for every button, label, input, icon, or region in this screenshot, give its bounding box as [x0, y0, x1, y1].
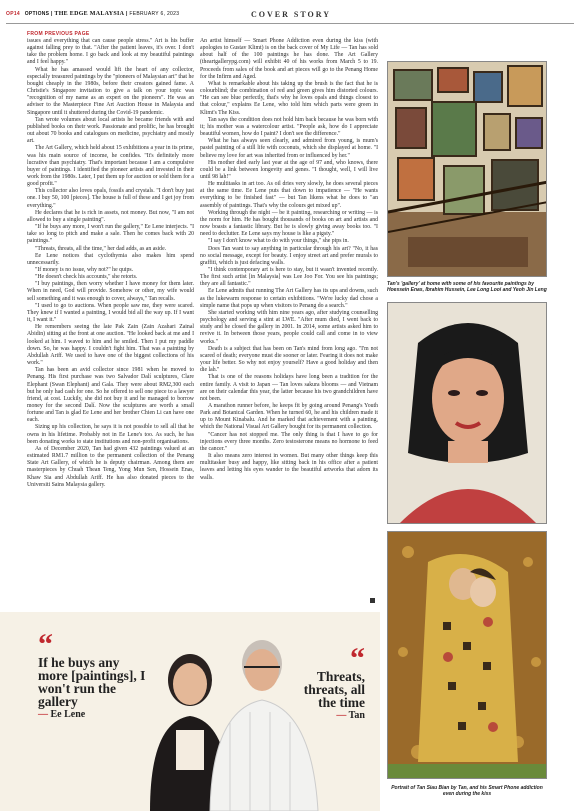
article-paragraph: That is one of the reasons holidays have long been a tradition for the entire family. A visit to Japan — Tan loves sakura blooms — and Vietnam are on their calendar this year, the latter because his two grandchildren have not been. — [200, 374, 378, 402]
article-paragraph: The Art Gallery, which held about 15 exhibitions a year in its prime, was his main source of income, he confides. "It's definitely more lucrative than psychiatry. That's important because I am a compulsive buyer of paintings. I identified the pioneer artists and invested in their work from the 1980s. Later, I put them up for auction or sold them for a good profit." — [27, 145, 194, 188]
section-prefix: OPTIONS — [24, 11, 50, 17]
kiss-painting-photo — [387, 531, 547, 779]
article-paragraph: Does Tan want to say anything in particular through his art? "No, it has no social message, except for beauty. I enjoy street art and prefer murals to graffiti, which is just defacing walls. — [200, 245, 378, 266]
article-paragraph: issues and everything that can cause people stress." Art is his buffer against falling prey to that. "After the patient leaves, it's over. I don't take the problem home. I go back and look at my beautiful paintings and I feel happy." — [27, 38, 194, 66]
article-paragraph: An artist himself — Smart Phone Addiction even during the kiss (with apologies to Gustav Klimt) is on the back cover of My Life — Tan has sold about half of the 100 paintings he has done. The Art Gallery (theartgallerypg.com) will exhibit 40 of his works from March 5 to 19. Proceeds from sales of the book and art pieces will go to the Penang Home for the Infirm and Aged. — [200, 38, 378, 80]
article-paragraph: It also means zero interest in women. But many other things keep this multitasker busy and happy, like sitting back in his office after a patient leaves and letting his eyes wander to the beautiful artworks that adorn its walls. — [200, 453, 378, 481]
article-paragraph: "If he buys any more, I won't run the gallery," Ee Lene interjects. "I take so long to pitch and make a sale. Then he comes back with 20 paintings." — [27, 224, 194, 245]
article-paragraph: He multitasks in art too. As oil dries very slowly, he does several pieces at the same time. Ee Lene puts that down to impatience — "He wants everything to be finished fast" — but Tan likens what he does to "an assembly of paintings. That's why the colours get mixed up". — [200, 181, 378, 209]
pull-quote-tan: “ Threats, threats, all the time — Tan — [300, 648, 365, 722]
article-paragraph: What is remarkable about his taking up the brush is the fact that he is colourblind; the combination of red and green gives him distorted colours. "He can see blue perfectly, that's why he loves opals and things closest to that colour," explains Ee Lene, who told him which parts were green in Klimt's The Kiss. — [200, 80, 378, 116]
article-paragraph: What he has amassed would lift the heart of any collector, especially treasured paintings by the "pioneers of Malaysian art" that he bought cheaply in the 1980s, before their creators gained fame. A Christie's Singapore invitation to give a talk on your topic was "recognition of my name as an expert on the pioneers". He was an adviser to the Masterpiece Fine Art Auction House in Malaysia and Singapore until it shuttered during the Covid-19 pandemic. — [27, 66, 194, 116]
page-header — [6, 8, 574, 24]
article-paragraph: "I used to go to auctions. When people saw me, they were scared. They knew if I wanted a painting, I would bid all the way up. If I want it, I want it." — [27, 302, 194, 324]
continued-label: FROM PREVIOUS PAGE — [27, 31, 90, 37]
pull-quote-text: If he buys any more [paintings], I won't run the gallery — [38, 655, 146, 709]
page-number: OP14 — [6, 11, 20, 17]
article-paragraph: "I say I don't know what to do with your things," she pips in. — [208, 238, 349, 245]
article-paragraph: "He doesn't check his accounts," she retorts. — [35, 274, 138, 281]
article-paragraph: Death is a subject that has been on Tan's mind from long ago. "I'm not scared of death; everyone must die sooner or later. Fearing it does not make your life better. So why not enjoy yourself? Have a good holiday and then die lah." — [200, 345, 378, 374]
article-column-1 — [27, 38, 194, 608]
article-paragraph: What he has always seen clearly, and admired from young, is mum's pastel painting of a still life with coconuts, which she displayed at home. "I believe my love for art was inherited from or influenced by her." — [200, 138, 378, 159]
article-paragraph: His mother died early last year at the age of 97 and, who knows, there could be a link between longevity and genes. "I thought, well, I will live until 98 lah!" — [200, 159, 378, 180]
article-paragraph: "Cancer has not stopped me. The only thing is that I have to go for injections every three months. Zero testosterone means no hormone to feed the cancer." — [200, 431, 378, 452]
article-paragraph: Sizing up his collection, he says it is not possible to sell all that he owns in his lifetime. Probably not in Ee Lene's too. As such, he has been donating works to state institutions and non-profit organisations. — [27, 424, 194, 445]
article-paragraph: Ee Lene notices that cyclothymia also makes him spend unnecessarily. — [27, 252, 194, 266]
article-paragraph: Tan wrote volumes about local artists he became friends with and published books on their work. Passionate and prolific, he has brought out about 70 books and catalogues on medicine, psychiatry and mostly art. — [27, 116, 194, 145]
pull-quote-ee-lene: “ If he buys any more [paintings], I won't run the gallery — Ee Lene — [38, 634, 148, 721]
quote-mark-icon: “ — [350, 642, 365, 675]
issue-date: FEBRUARY 6, 2023 — [129, 11, 180, 17]
article-paragraph: Tan says the condition does not hold him back because he was born with it; his mother was a watercolour artist. "People ask, how do I appreciate beautiful women, how do I paint? I don't see the difference." — [200, 116, 378, 138]
pull-quote-text: Threats, threats, all the time — [303, 669, 365, 710]
article-paragraph: Ee Lene admits that running The Art Gallery has its ups and downs, such as the lukewarm response to certain exhibitions. "We're lucky dad chose a simple name that pops up when visitors to Penang do a search." — [200, 288, 378, 309]
article-paragraph: A marathon runner before, he keeps fit by going around Penang's Youth Park and Botanical Garden. When he turned 60, he and his children made it up to Mount Kinabalu. And he marked that achievement with a painting, which the National Visual Art Gallery bought for its permanent collection. — [200, 402, 378, 431]
gallery-photo — [387, 61, 547, 277]
article-paragraph: He declares that he is rich in assets, not money. But now, "I am not allowed to buy a single painting". — [27, 209, 194, 223]
gallery-caption: Tan's 'gallery' at home with some of his favourite paintings by Hoessein Enas, Ibrahim Hussein, Lee Long Looi and Yeoh Jin Leng — [387, 281, 547, 293]
pull-quote-attribution: Tan — [348, 710, 365, 721]
pull-quote-attribution: Ee Lene — [50, 709, 86, 720]
end-mark — [370, 598, 375, 603]
kiss-caption: Portrait of Tan Siau Bian by Tan, and his Smart Phone addiction even during the kiss — [391, 785, 543, 797]
header-meta: OP14 OPTIONS | THE EDGE MALAYSIA | FEBRUARY 6, 2023 — [6, 11, 180, 17]
article-paragraph: "Threats, threats, all the time," her dad adds, as an aside. — [35, 245, 167, 252]
brand-name: THE EDGE MALAYSIA — [54, 11, 125, 17]
article-paragraph: This collector also loves opals, fossils and crystals. "I don't buy just one. I buy 50, 100 [pieces]. The house is full of these and I get joy from everything." — [27, 188, 194, 209]
section-title: COVER STORY — [251, 10, 332, 19]
article-paragraph: "I buy paintings, then worry whether I have money for them later. When in need, God will provide. Somehow or other, my wife would sell something and it was enough to cover, always," Tan recalls. — [27, 281, 194, 302]
article-paragraph: "I think contemporary art is here to stay, but it wasn't invented recently. The first such artist [in Malaysia] was Lee Joo For. You see his paintings; they are all fantastic." — [200, 267, 378, 288]
article-paragraph: Tan has been an avid collector since 1981 when he moved to Penang. His first purchase was two Salvador Dalí sculptures, Clare Elephant (Swan Elephant) and Gala. They were about RM2,300 each but he only had cash for one. So he offered to sell one piece to a lawyer friend, at cost. Luckily, she did not buy it and he managed to borrow money for the second Dalí. Now the sculptures are worth a small fortune and Tan is glad Ee Lene and her brother Chien Li can have one each. — [27, 367, 194, 424]
article-paragraph: She started working with him nine years ago, after studying counselling psychology and serving a stint at LWE. "After mum died, I went back to study and he closed the gallery in 2001. In 2014, some artists asked him to revive it. In between those years, people could call and come in to view works." — [200, 309, 378, 345]
article-paragraph: As of December 2020, Tan had given 432 paintings valued at an estimated RM1.7 million to the permanent collection of the Penang State Art Gallery, of which he is deputy chairman. Among them are masterpieces by Chuah Thean Teng, Yong Mun Sen, Hossein Enas, Khaw Sia and Abdullah Ariff. He has also donated pieces to the Universiti Sains Malaysia gallery. — [27, 445, 194, 488]
article-paragraph: He remembers seeing the late Pak Zain (Zain Azahari Zainal Abidin) sitting at the front at one auction. "He looked back at me and I looked at him. I waved to him and he smiled. Then I put my paddle down. So, he was happy. I couldn't fight him. That was a painting by Abdullah Ariff. We used to have one of the biggest collections of his work." — [27, 324, 194, 367]
article-column-2 — [200, 38, 378, 608]
quote-mark-icon: “ — [38, 628, 53, 661]
article-paragraph: "If money is no issue, why not?" he quips. — [35, 267, 134, 273]
article-paragraph: Working through the night — be it painting, researching or writing — is the norm for him. He has bought thousands of books on art and artists and now boasts a fantastic library. But he is slowly giving away books too. "I need to declutter. Ee Lene says my house is like a pigsty." — [200, 209, 378, 238]
portrait-photo — [387, 302, 547, 524]
